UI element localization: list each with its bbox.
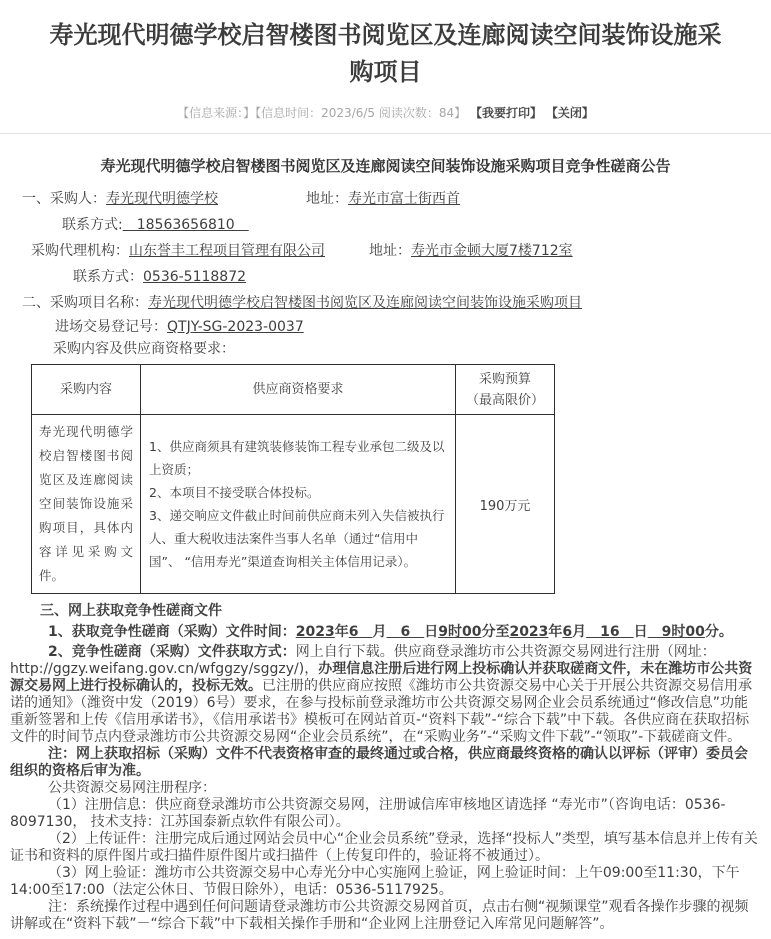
registration-line: [55, 316, 761, 338]
buyer-name: 寿光现代明德学校: [106, 191, 218, 207]
buyer-phone: 18563656810: [122, 217, 249, 233]
table-header-row: [32, 365, 555, 415]
project-name-label: 二、采购项目名称：: [22, 295, 148, 311]
text-segment: 办理信息注册后进行网上投标确认并获取磋商文件，未在潍坊市公共资源交易网上进行投标确认的，投标无效。: [10, 661, 753, 694]
requirement-item: 1、供应商须具有建筑装修装饰工程专业承包二级及以上资质；: [149, 439, 445, 477]
file-obtain-paragraph: [10, 644, 761, 746]
agency-addr-label: 地址：: [369, 243, 411, 259]
register-step-2: （2）上传证件：注册完成后通过网站会员中心“企业会员系统”登录，选择“投标人”类型，填写基本信息并上传有关证书和资料的原件图片或扫描件原件图片或扫描件（上传复印件的，验证将不被通过）。: [10, 831, 758, 864]
header-requirements: 供应商资格要求: [141, 365, 456, 415]
header-budget: [456, 365, 555, 415]
text-segment: 1、获取竞争性磋商（采购）文件时间：: [48, 624, 296, 640]
registration-label: 进场交易登记号：: [55, 319, 167, 335]
agency-phone: 0536-5118872: [143, 269, 247, 285]
text-segment: 已注册的供应商应按照《潍坊市公共资源交易中心关于开展公共资源交易信用承诺的通知》（潍资中发（2019）6号）要求，在参与投标前登录潍坊市公共资源交易网企业会员系统通过“修改信息”功能重新签署和上传《信用承诺书》，《信用承诺书》模板可在网站首页-“资料下载”-“综合下载”中下载。各供应商在获取招标 文件的时间节点内登录潍坊市公共资源交易网“企业会员系统”，在“采购业务”-“采购文件下载”-“领取”-下载磋商文件。: [10, 678, 752, 745]
note-qualification: 注：网上获取招标（采购）文件不代表资格审查的最终通过或合格，供应商最终资格的确认以评标（评审）委员会组织的资格后审为准。: [10, 746, 748, 779]
buyer-label: 一、采购人：: [22, 191, 106, 207]
buyer-addr-label: 地址：: [306, 191, 348, 207]
project-name: 寿光现代明德学校启智楼图书阅览区及连廊阅读空间装饰设施采购项目: [148, 295, 582, 311]
requirement-item: 3、递交响应文件截止时间前供应商未列入失信被执行人、重大税收违法案件当事人名单（通过“信用中国”、 “信用寿光”渠道查询相关主体信用记录）。: [149, 508, 445, 569]
agency-label: 采购代理机构：: [31, 243, 129, 259]
section3-heading: 三、网上获取竞争性磋商文件: [40, 603, 222, 619]
agency-contact-line: [73, 264, 761, 290]
register-procedure-title: 公共资源交易网注册程序：: [48, 780, 216, 796]
file-time-line: [10, 622, 761, 642]
text-segment: 2023: [295, 624, 335, 640]
buyer-contact-line: [62, 212, 761, 238]
header-budget-line2: （最高限价）: [465, 392, 544, 408]
text-segment: 日: [424, 624, 439, 640]
section3: [10, 601, 761, 933]
text-segment: 年: [334, 624, 349, 640]
text-segment: 6: [562, 624, 573, 640]
text-segment: 6: [386, 624, 425, 640]
table-row: [32, 415, 555, 594]
cell-requirements: [141, 415, 456, 594]
text-segment: 2、竞争性磋商（采购）文件获取方式：: [48, 644, 296, 660]
note-system-help: 注：系统操作过程中遇到任何问题请登录潍坊市公共资源交易网首页，点击右侧“视频课堂”观看各操作步骤的视频讲解或在“资料下载”－“综合下载”中下载相关操作手册和“企业网上注册登记入库常见问题解答”。: [10, 899, 749, 932]
cell-budget: 190万元: [456, 415, 555, 594]
text-segment: 16: [586, 624, 634, 640]
agency-address: 寿光市金顿大厦7楼712室: [411, 243, 573, 259]
print-link[interactable]: 【我要打印】: [469, 106, 542, 120]
requirements-table: [31, 364, 555, 594]
requirement-item: 2、本项目不接受联合体投标。: [149, 485, 320, 500]
notice-heading: 寿光现代明德学校启智楼图书阅览区及连廊阅读空间装饰设施采购项目竞争性磋商公告: [100, 157, 671, 175]
page-title: 寿光现代明德学校启智楼图书阅览区及连廊阅读空间装饰设施采购项目: [49, 21, 722, 86]
text-segment: 分。: [704, 624, 733, 640]
text-segment: 9时00: [647, 624, 705, 640]
registration-number: QTJY-SG-2023-0037: [167, 319, 304, 335]
agency-line: [31, 238, 761, 264]
notice-body: [0, 134, 771, 939]
close-link[interactable]: 【关闭】: [545, 106, 594, 120]
text-segment: 6: [348, 624, 373, 640]
text-segment: 月: [372, 624, 387, 640]
text-segment: 日: [633, 624, 648, 640]
buyer-contact-label: 联系方式:: [62, 217, 123, 233]
register-step-3: （3）网上验证：潍坊市公共资源交易中心寿光分中心实施网上验证，网上验证时间：上午09:00至11:30，下午14:00至17:00（法定公休日、节假日除外），电话：0536-5117925。: [10, 865, 740, 898]
text-segment: 月: [572, 624, 587, 640]
text-segment: 分至: [481, 624, 510, 640]
buyer-line: [22, 186, 761, 212]
meta-info: 【信息来源：】【信息时间：2023/6/5 阅读次数：84】: [177, 106, 467, 120]
agency-name: 山东誉丰工程项目管理有限公司: [129, 243, 325, 259]
header-budget-line1: 采购预算: [478, 371, 531, 387]
meta-bar: [0, 104, 771, 121]
text-segment: 网上自行下载。供应商登录潍坊市公共资源交易网进行注册（网址：http://ggzy.weifang.gov.cn/wfggzy/sggzy/)，: [10, 644, 716, 677]
cell-content: 寿光现代明德学校启智楼图书阅览区及连廊阅读空间装饰设施采购项目，具体内容详见采购文件。: [32, 415, 141, 594]
register-step-1: （1）注册信息：供应商登录潍坊市公共资源交易网，注册诚信库审核地区请选择 “寿光市”（咨询电话：0536-8097130， 技术支持：江苏国泰新点软件有限公司）。: [10, 797, 726, 830]
text-segment: 2023: [509, 624, 549, 640]
buyer-address: 寿光市富士街西首: [348, 191, 460, 207]
text-segment: 9时00: [438, 624, 482, 640]
project-name-line: [22, 290, 761, 316]
text-segment: 年: [548, 624, 563, 640]
header-content: 采购内容: [32, 365, 141, 415]
table-intro-line: 采购内容及供应商资格要求：: [53, 341, 235, 357]
agency-contact-label: 联系方式：: [73, 269, 143, 285]
